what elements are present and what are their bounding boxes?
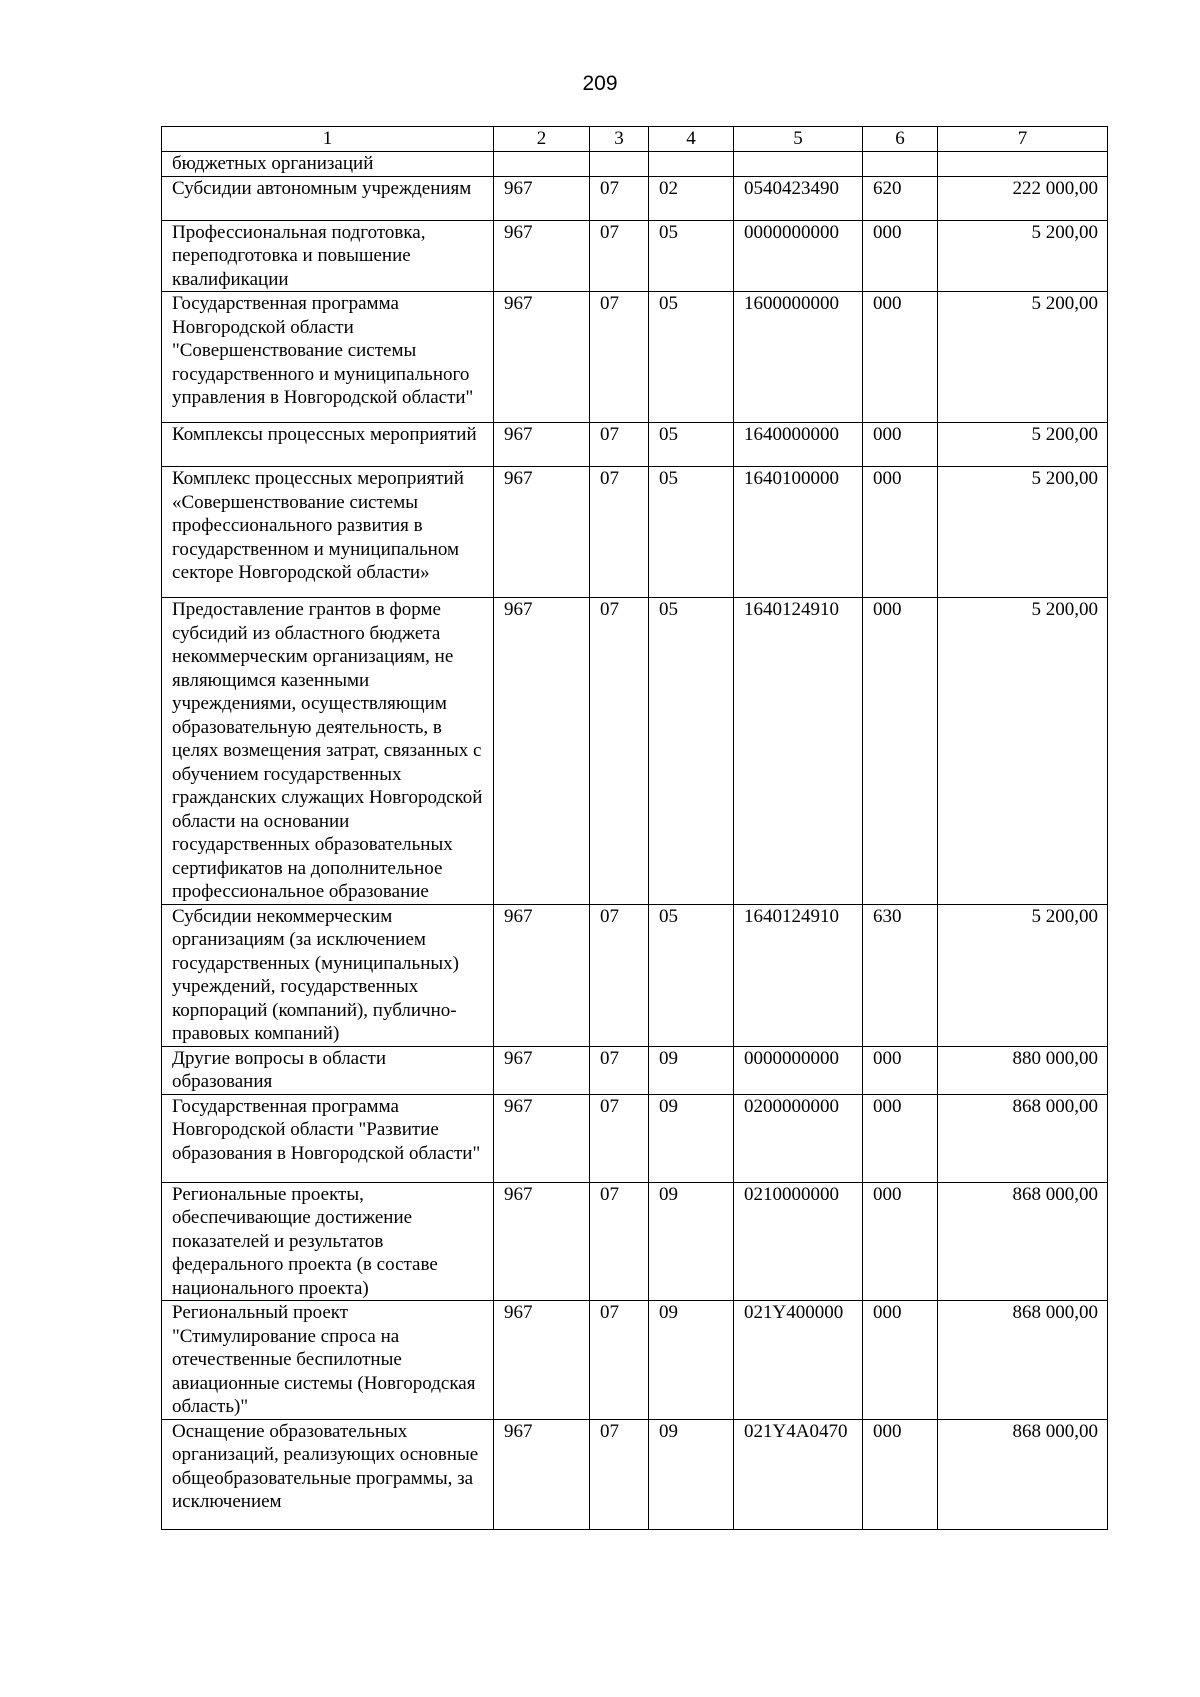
cell-expense-type: 620 [863,176,938,220]
cell-subsection: 05 [649,423,734,467]
header-cell: 4 [649,127,734,152]
cell-subsection: 09 [649,1301,734,1420]
cell-target-article: 0000000000 [734,1046,863,1094]
table-row [162,467,1108,598]
table-row [162,904,1108,1046]
cell-code-admin: 967 [494,1094,590,1182]
table-row [162,1046,1108,1094]
cell-target-article: 0210000000 [734,1182,863,1301]
cell-subsection: 05 [649,904,734,1046]
cell-name: Государственная программа Новгородской области "Развитие образования в Новгородской области" [162,1094,494,1182]
cell-subsection [649,152,734,177]
cell-amount: 868 000,00 [938,1094,1108,1182]
cell-code-admin [494,152,590,177]
header-cell: 2 [494,127,590,152]
cell-name: Профессиональная подготовка, переподготовка и повышение квалификации [162,220,494,292]
cell-code-admin: 967 [494,423,590,467]
cell-name: Оснащение образовательных организаций, реализующих основные общеобразовательные программы, за исключением [162,1419,494,1529]
cell-target-article: 0000000000 [734,220,863,292]
cell-code-admin: 967 [494,1419,590,1529]
cell-amount: 5 200,00 [938,904,1108,1046]
cell-code-admin: 967 [494,598,590,905]
header-cell: 3 [590,127,649,152]
cell-subsection: 09 [649,1046,734,1094]
cell-amount: 868 000,00 [938,1419,1108,1529]
cell-section: 07 [590,1182,649,1301]
cell-section: 07 [590,1094,649,1182]
cell-section: 07 [590,176,649,220]
table-body [162,127,1108,1530]
cell-target-article: 1600000000 [734,292,863,423]
cell-subsection: 09 [649,1182,734,1301]
cell-section [590,152,649,177]
cell-name: Комплекс процессных мероприятий «Совершенствование системы профессионального развития в государственном и муниципальном секторе Новгородской области» [162,467,494,598]
cell-expense-type [863,152,938,177]
cell-amount: 880 000,00 [938,1046,1108,1094]
cell-expense-type: 000 [863,467,938,598]
cell-expense-type: 000 [863,1094,938,1182]
cell-target-article: 1640124910 [734,904,863,1046]
cell-expense-type: 000 [863,1419,938,1529]
cell-expense-type: 000 [863,220,938,292]
cell-section: 07 [590,423,649,467]
cell-target-article: 1640000000 [734,423,863,467]
table-row [162,598,1108,905]
cell-name: Государственная программа Новгородской области "Совершенствование системы государственного и муниципального управления в Новгородской области" [162,292,494,423]
cell-code-admin: 967 [494,292,590,423]
table-row [162,152,1108,177]
header-cell: 7 [938,127,1108,152]
table-row [162,1419,1108,1529]
cell-subsection: 05 [649,467,734,598]
cell-section: 07 [590,292,649,423]
cell-code-admin: 967 [494,176,590,220]
cell-subsection: 05 [649,292,734,423]
cell-name: Комплексы процессных мероприятий [162,423,494,467]
cell-name: Региональные проекты, обеспечивающие достижение показателей и результатов федерального проекта (в составе национального проекта) [162,1182,494,1301]
table-row [162,1094,1108,1182]
cell-target-article [734,152,863,177]
cell-amount: 5 200,00 [938,292,1108,423]
table-row [162,292,1108,423]
cell-amount: 5 200,00 [938,423,1108,467]
cell-code-admin: 967 [494,220,590,292]
header-cell: 1 [162,127,494,152]
cell-target-article: 021Y400000 [734,1301,863,1420]
cell-code-admin: 967 [494,467,590,598]
header-cell: 6 [863,127,938,152]
cell-expense-type: 000 [863,423,938,467]
cell-name: Региональный проект "Стимулирование спроса на отечественные беспилотные авиационные системы (Новгородская область)" [162,1301,494,1420]
cell-section: 07 [590,467,649,598]
cell-name: Субсидии автономным учреждениям [162,176,494,220]
budget-table [161,126,1108,1530]
cell-section: 07 [590,1301,649,1420]
cell-expense-type: 000 [863,1182,938,1301]
cell-subsection: 05 [649,220,734,292]
cell-section: 07 [590,220,649,292]
table-row [162,423,1108,467]
cell-section: 07 [590,1046,649,1094]
cell-expense-type: 000 [863,292,938,423]
cell-amount: 868 000,00 [938,1301,1108,1420]
cell-target-article: 1640100000 [734,467,863,598]
cell-subsection: 02 [649,176,734,220]
cell-code-admin: 967 [494,1301,590,1420]
cell-expense-type: 000 [863,1301,938,1420]
cell-name: бюджетных организаций [162,152,494,177]
cell-amount: 868 000,00 [938,1182,1108,1301]
cell-subsection: 09 [649,1094,734,1182]
cell-code-admin: 967 [494,904,590,1046]
cell-amount: 5 200,00 [938,467,1108,598]
page-number: 209 [582,72,618,95]
cell-target-article: 021Y4A0470 [734,1419,863,1529]
cell-target-article: 0540423490 [734,176,863,220]
cell-section: 07 [590,598,649,905]
cell-name: Другие вопросы в области образования [162,1046,494,1094]
cell-amount: 5 200,00 [938,598,1108,905]
cell-target-article: 1640124910 [734,598,863,905]
table-row [162,176,1108,220]
cell-target-article: 0200000000 [734,1094,863,1182]
cell-amount [938,152,1108,177]
cell-section: 07 [590,904,649,1046]
cell-subsection: 05 [649,598,734,905]
cell-name: Предоставление грантов в форме субсидий из областного бюджета некоммерческим организациям, не являющимся казенными учреждениями, осуществляющим образовательную деятельность, в целях возмещения затрат, связанных с обучением государственных гражданских служащих Новгородской области на основании государственных образовательных сертификатов на дополнительное профессиональное образование [162,598,494,905]
header-cell: 5 [734,127,863,152]
table-header-row [162,127,1108,152]
cell-code-admin: 967 [494,1046,590,1094]
cell-expense-type: 000 [863,598,938,905]
cell-expense-type: 630 [863,904,938,1046]
cell-code-admin: 967 [494,1182,590,1301]
cell-section: 07 [590,1419,649,1529]
table-row [162,1182,1108,1301]
cell-amount: 5 200,00 [938,220,1108,292]
table-row [162,1301,1108,1420]
cell-expense-type: 000 [863,1046,938,1094]
table-row [162,220,1108,292]
cell-name: Субсидии некоммерческим организациям (за исключением государственных (муниципальных) учреждений, государственных корпораций (компаний), публично-правовых компаний) [162,904,494,1046]
cell-subsection: 09 [649,1419,734,1529]
cell-amount: 222 000,00 [938,176,1108,220]
